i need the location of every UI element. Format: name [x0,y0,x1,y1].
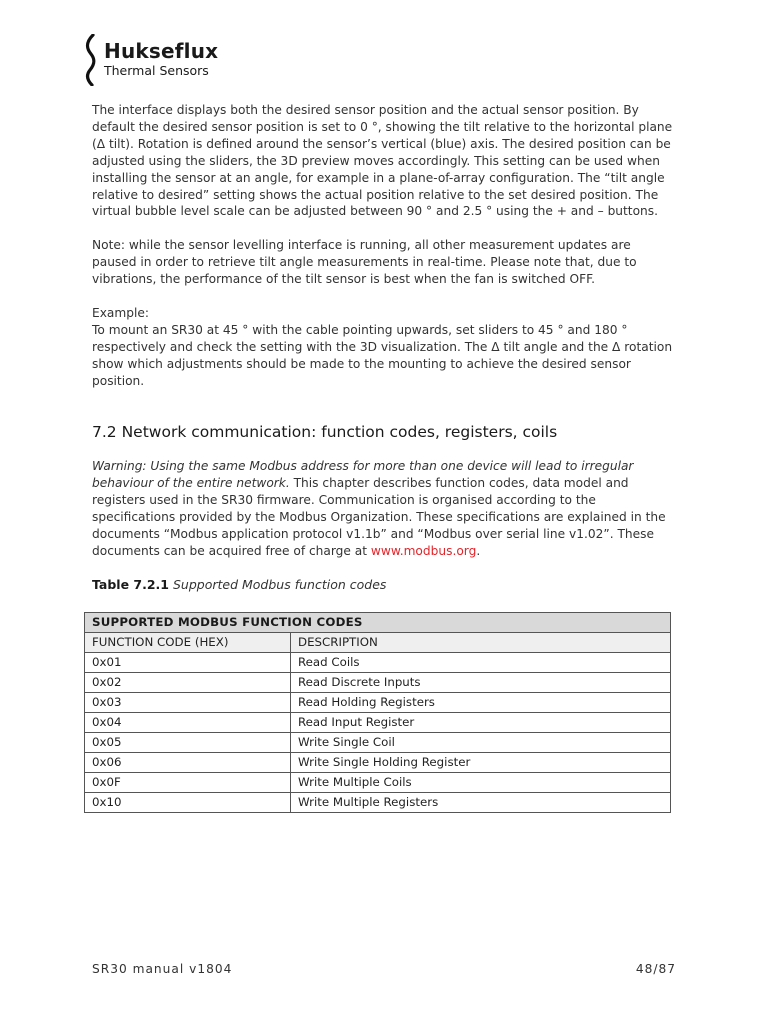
description-cell: Write Single Holding Register [291,753,671,773]
table-row [85,773,671,793]
logo-swoosh-icon [84,34,98,86]
table-header-row [85,633,671,653]
description-cell: Write Multiple Coils [291,773,671,793]
footer-manual-version: SR30 manual v1804 [92,962,233,976]
function-code-cell: 0x03 [85,693,291,713]
function-code-cell: 0x02 [85,673,291,693]
network-body-end: . [476,543,481,558]
column-header-function-code: FUNCTION CODE (HEX) [85,633,291,653]
table-row [85,753,671,773]
function-code-cell: 0x10 [85,793,291,813]
network-paragraph [92,458,678,559]
network-body-text: This chapter describes function codes, data model and registers used in the SR30 firmware. Communication is organised according to the specifications provided by the Modbus Organization. These specifications are explained in the documents “Modbus application protocol v1.1b” and “Modbus over serial line v1.02”. These documents can be acquired free of charge at [92,475,666,558]
intro-paragraph-note: Note: while the sensor levelling interface is running, all other measurement updates are paused in order to retrieve tilt angle measurements in real-time. Please note that, due to vibrations, the performance of the tilt sensor is best when the fan is switched OFF. [92,238,637,287]
table-row [85,653,671,673]
intro-section [92,102,678,390]
modbus-link[interactable]: www.modbus.org [370,543,477,558]
table-row [85,693,671,713]
description-cell: Read Coils [291,653,671,673]
warning-text: Warning: Using the same Modbus address for more than one device will lead to irregular behaviour of the entire network. [92,459,634,490]
network-section [92,458,678,559]
column-header-description: DESCRIPTION [291,633,671,653]
table-caption [92,577,386,593]
table-row [85,673,671,693]
function-code-cell: 0x06 [85,753,291,773]
description-cell: Read Discrete Inputs [291,673,671,693]
section-heading: 7.2 Network communication: function codes, registers, coils [92,423,558,441]
brand-name: Hukseflux [104,39,219,63]
table-row [85,733,671,753]
modbus-function-codes-table [84,612,671,813]
table-row [85,713,671,733]
example-label: Example: [92,306,149,321]
intro-paragraph-interface: The interface displays both the desired sensor position and the actual sensor position. By default the desired sensor position is set to 0 °, showing the tilt relative to the horizontal plane (Δ tilt). Rotation is defined around the sensor’s vertical (blue) axis. The desired position can be adjusted using the sliders, the 3D preview moves accordingly. This setting can be used when installing the sensor at an angle, for example in a plane-of-array configuration. The “tilt angle relative to desired” setting shows the actual position relative to the set desired position. The virtual bubble level scale can be adjusted between 90 ° and 2.5 ° using the + and – buttons. [92,103,673,219]
function-code-cell: 0x0F [85,773,291,793]
description-cell: Write Single Coil [291,733,671,753]
brand-subtitle: Thermal Sensors [104,63,209,78]
hukseflux-logo [84,34,244,86]
table-title: SUPPORTED MODBUS FUNCTION CODES [85,613,671,633]
example-text: To mount an SR30 at 45 ° with the cable pointing upwards, set sliders to 45 ° and 180 ° respectively and check the setting with the 3D visualization. The Δ tilt angle and the Δ rotation show which adjustments should be made to the mounting to achieve the desired sensor position. [92,322,673,388]
table-row [85,793,671,813]
function-code-cell: 0x05 [85,733,291,753]
description-cell: Read Input Register [291,713,671,733]
function-code-cell: 0x04 [85,713,291,733]
function-code-cell: 0x01 [85,653,291,673]
table-caption-number: Table 7.2.1 [92,577,170,592]
description-cell: Read Holding Registers [291,693,671,713]
description-cell: Write Multiple Registers [291,793,671,813]
table-caption-title: Supported Modbus function codes [169,577,387,592]
footer-page-number: 48/87 [635,962,676,976]
table-title-row [85,613,671,633]
